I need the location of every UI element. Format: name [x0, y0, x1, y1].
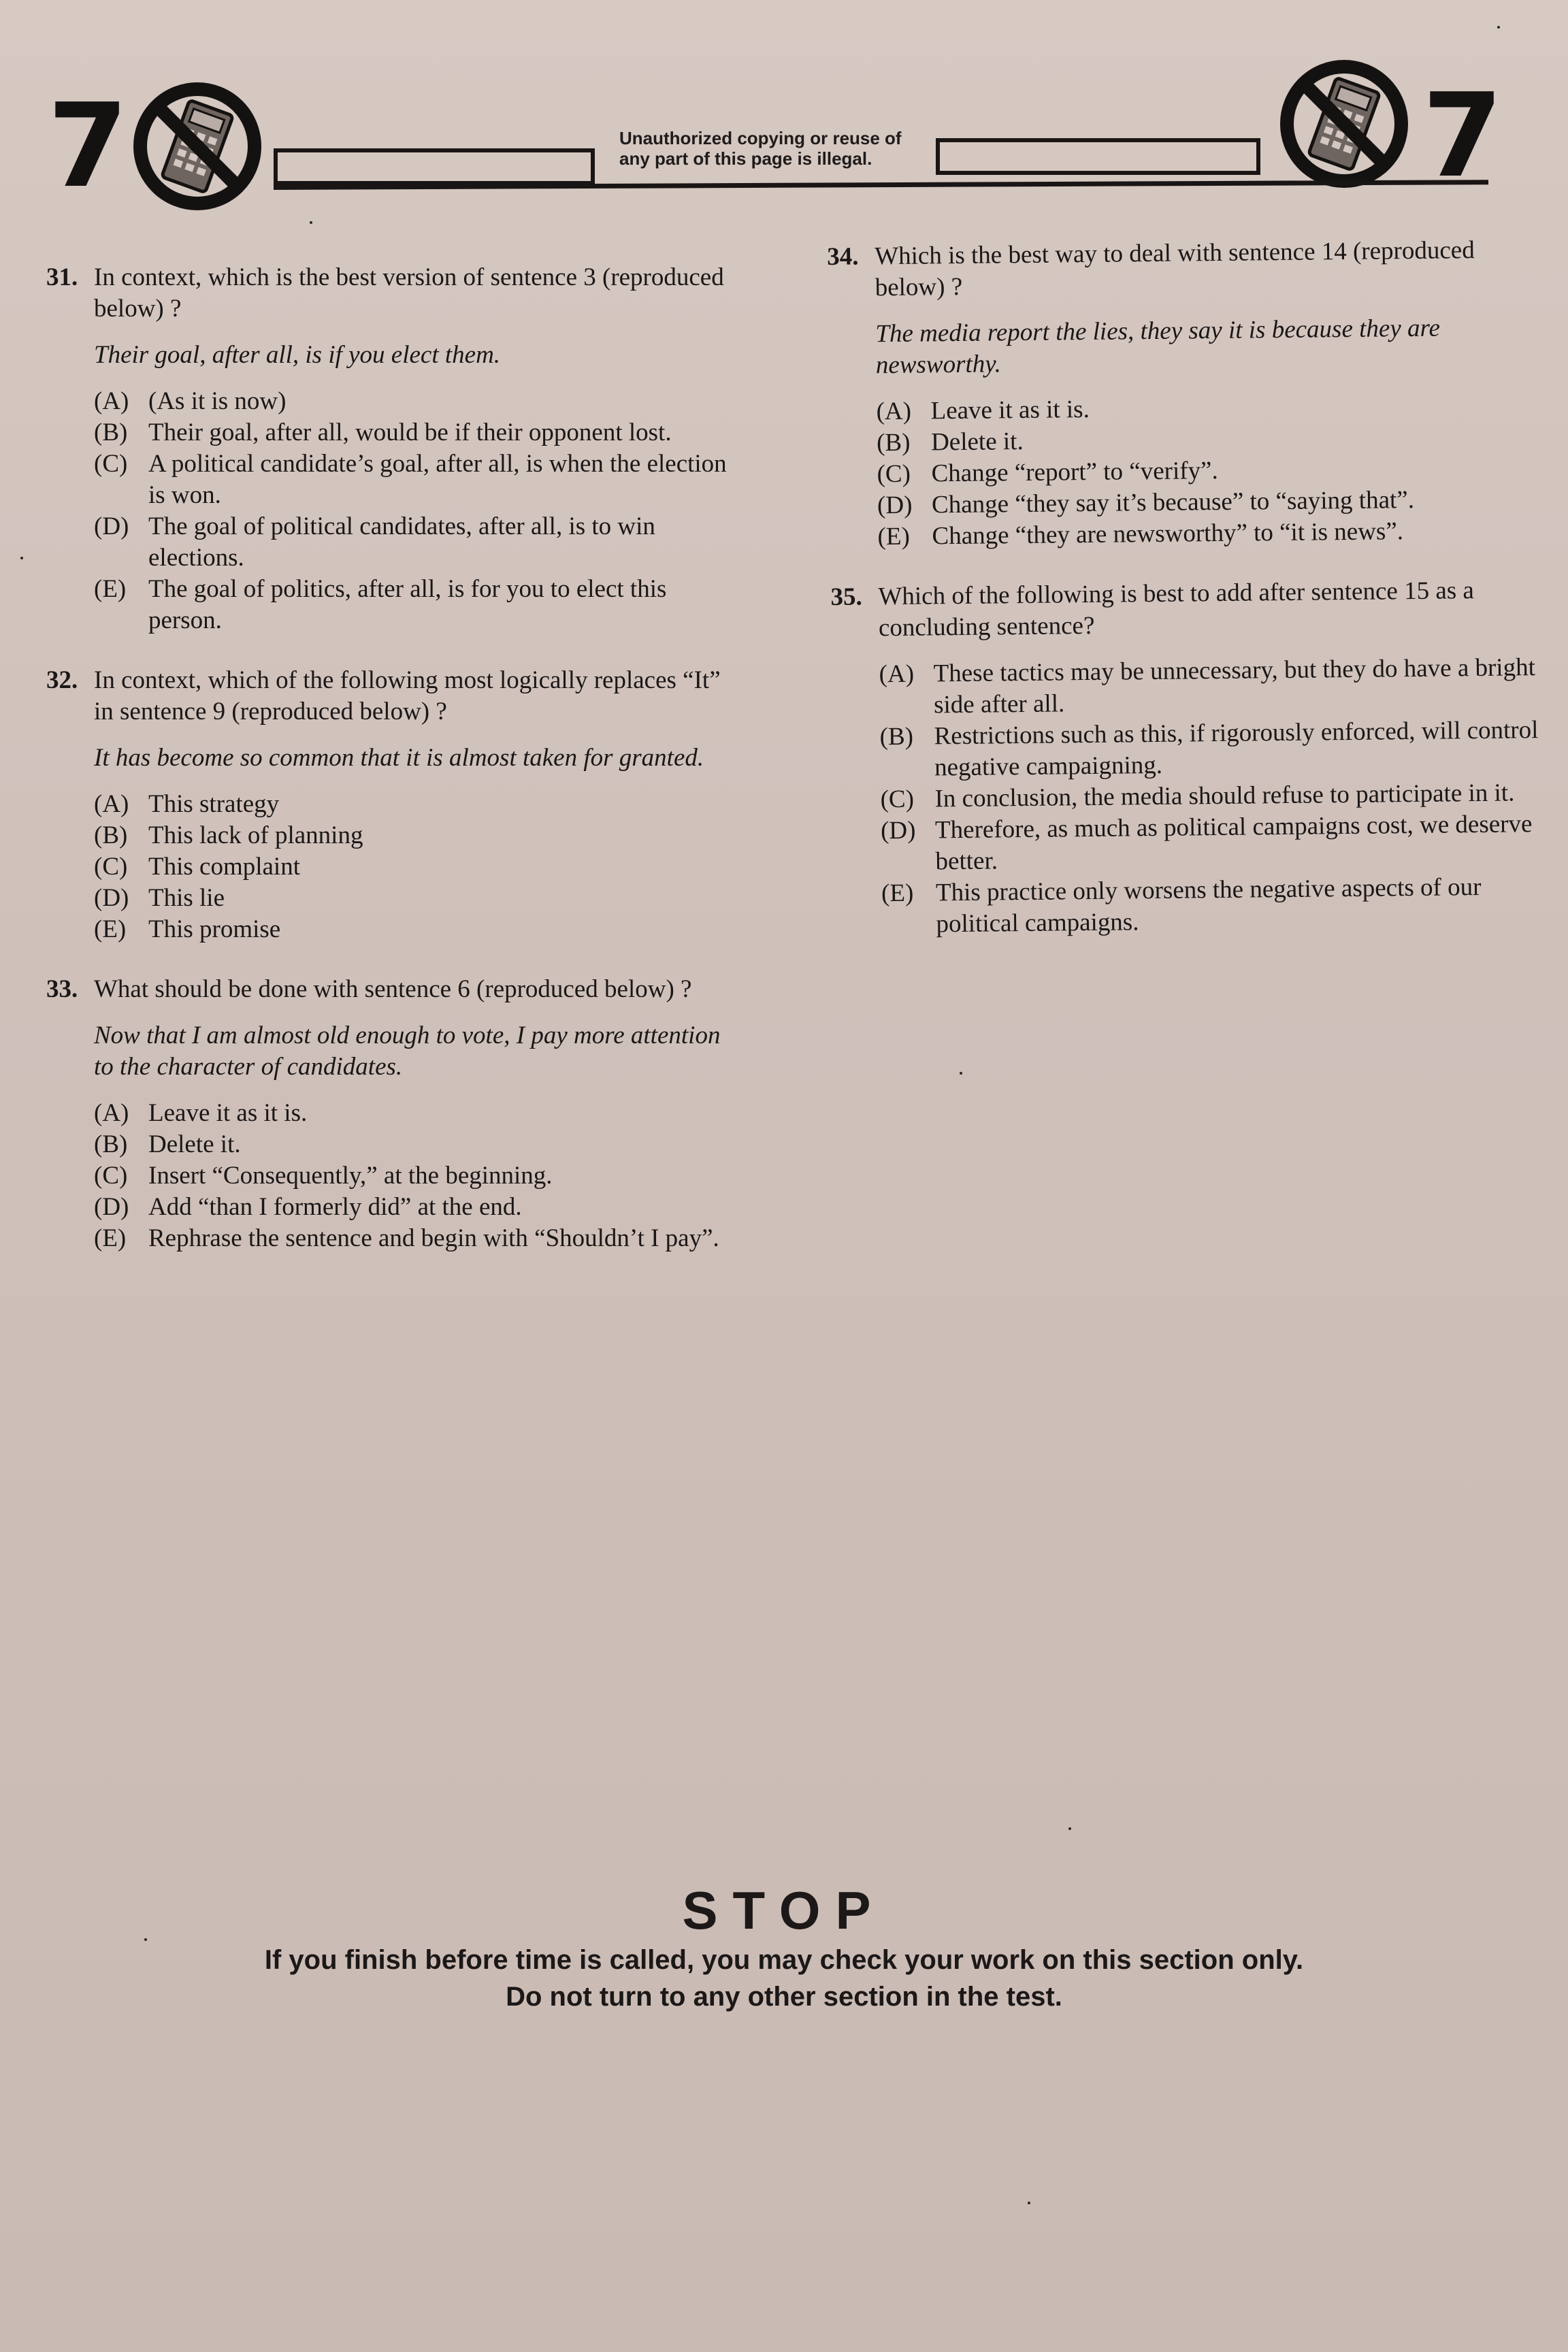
question-stem: In context, which is the best version of sentence 3 (reproduced below) ? — [94, 263, 724, 323]
answer-choices — [46, 386, 740, 636]
question-33 — [46, 974, 740, 1254]
question-34 — [827, 234, 1552, 553]
choice-e: (E) Rephrase the sentence and begin with “Shouldn’t I pay”. — [94, 1224, 719, 1252]
choice-c: (C) Insert “Consequently,” at the beginning. — [94, 1162, 553, 1190]
choice-a: (A) This strategy — [94, 790, 280, 818]
paper-speck — [960, 1072, 962, 1075]
question-number: 32. — [46, 666, 78, 694]
choice-c: (C) This complaint — [94, 853, 300, 881]
choice-e: (E) This promise — [94, 915, 281, 943]
paper-speck — [1497, 26, 1500, 29]
answer-choices — [46, 789, 740, 945]
choice-b: (B) Delete it. — [876, 427, 1024, 457]
stop-instruction-line-2: Do not turn to any other section in the test. — [506, 1982, 1062, 2012]
choice-a: (A) (As it is now) — [94, 387, 287, 415]
quoted-sentence: It has become so common that it is almost taken for granted. — [94, 744, 704, 772]
answer-choices — [828, 389, 1551, 553]
quoted-sentence: Now that I am almost old enough to vote, I pay more attention to the character of candidates. — [94, 1022, 721, 1081]
name-box-right — [936, 138, 1260, 175]
choice-d: (D) This lie — [94, 884, 225, 912]
choice-e: (E) Change “they are newsworthy” to “it is news”. — [877, 517, 1404, 551]
paper-speck — [1068, 1827, 1071, 1830]
question-stem: Which is the best way to deal with sentence 14 (reproduced below) ? — [875, 236, 1475, 302]
choice-b: (B) Their goal, after all, would be if their opponent lost. — [94, 419, 672, 446]
question-32 — [46, 665, 740, 945]
stop-heading: STOP — [682, 1880, 886, 1940]
section-number-left: 7 — [48, 79, 129, 214]
paper-speck — [1028, 2202, 1030, 2204]
choice-b: (B) This lack of planning — [94, 821, 363, 849]
choice-c: (C) In conclusion, the media should refuse to participate in it. — [880, 779, 1515, 814]
choice-e: (E) This practice only worsens the negative aspects of our political campaigns. — [881, 872, 1482, 938]
no-calculator-icon — [1276, 56, 1412, 192]
question-number: 33. — [46, 975, 78, 1003]
paper-speck — [144, 1938, 147, 1941]
choice-c: (C) Change “report” to “verify”. — [877, 457, 1218, 489]
question-35 — [830, 574, 1555, 941]
choice-b: (B) Restrictions such as this, if rigorously enforced, will control negative campaigning. — [879, 716, 1539, 782]
choice-b: (B) Delete it. — [94, 1130, 241, 1158]
name-box-left — [274, 148, 595, 185]
question-stem: Which of the following is best to add after sentence 15 as a concluding sentence? — [878, 576, 1475, 642]
quoted-sentence: Their goal, after all, is if you elect them. — [94, 341, 501, 369]
choice-d: (D) Therefore, as much as political campaigns cost, we deserve better. — [880, 810, 1533, 876]
paper-speck — [20, 557, 23, 559]
copy-notice: Unauthorized copying or reuse of any part of this page is illegal. — [619, 128, 902, 169]
stop-instruction-line-1: If you finish before time is called, you may check your work on this section only. — [264, 1945, 1304, 1975]
choice-d: (D) Change “they say it’s because” to “saying that”. — [877, 485, 1415, 520]
question-31 — [46, 262, 740, 636]
no-calculator-icon — [129, 78, 265, 214]
paper-speck — [310, 221, 312, 224]
choice-e: (E) The goal of politics, after all, is for you to elect this person. — [94, 575, 667, 634]
left-column — [46, 262, 740, 1283]
answer-choices — [46, 1098, 740, 1254]
choice-a: (A) Leave it as it is. — [94, 1099, 308, 1127]
choice-a: (A) Leave it as it is. — [876, 395, 1090, 426]
quoted-sentence: The media report the lies, they say it is because they are newsworthy. — [875, 314, 1441, 380]
question-number: 31. — [46, 263, 78, 291]
choice-c: (C) A political candidate’s goal, after all, is when the election is won. — [94, 450, 727, 509]
question-stem: What should be done with sentence 6 (reproduced below) ? — [94, 975, 692, 1003]
question-stem: In context, which of the following most logically replaces “It” in sentence 9 (reproduced below) ? — [94, 666, 721, 725]
answer-choices — [831, 652, 1555, 941]
choice-d: (D) The goal of political candidates, after all, is to win elections. — [94, 512, 655, 572]
right-column — [827, 234, 1556, 970]
question-number: 35. — [830, 583, 862, 611]
section-number-right: 7 — [1422, 69, 1503, 203]
choice-a: (A) These tactics may be unnecessary, but they do have a bright side after all. — [879, 653, 1536, 719]
question-number: 34. — [827, 242, 859, 271]
choice-d: (D) Add “than I formerly did” at the end. — [94, 1193, 522, 1221]
